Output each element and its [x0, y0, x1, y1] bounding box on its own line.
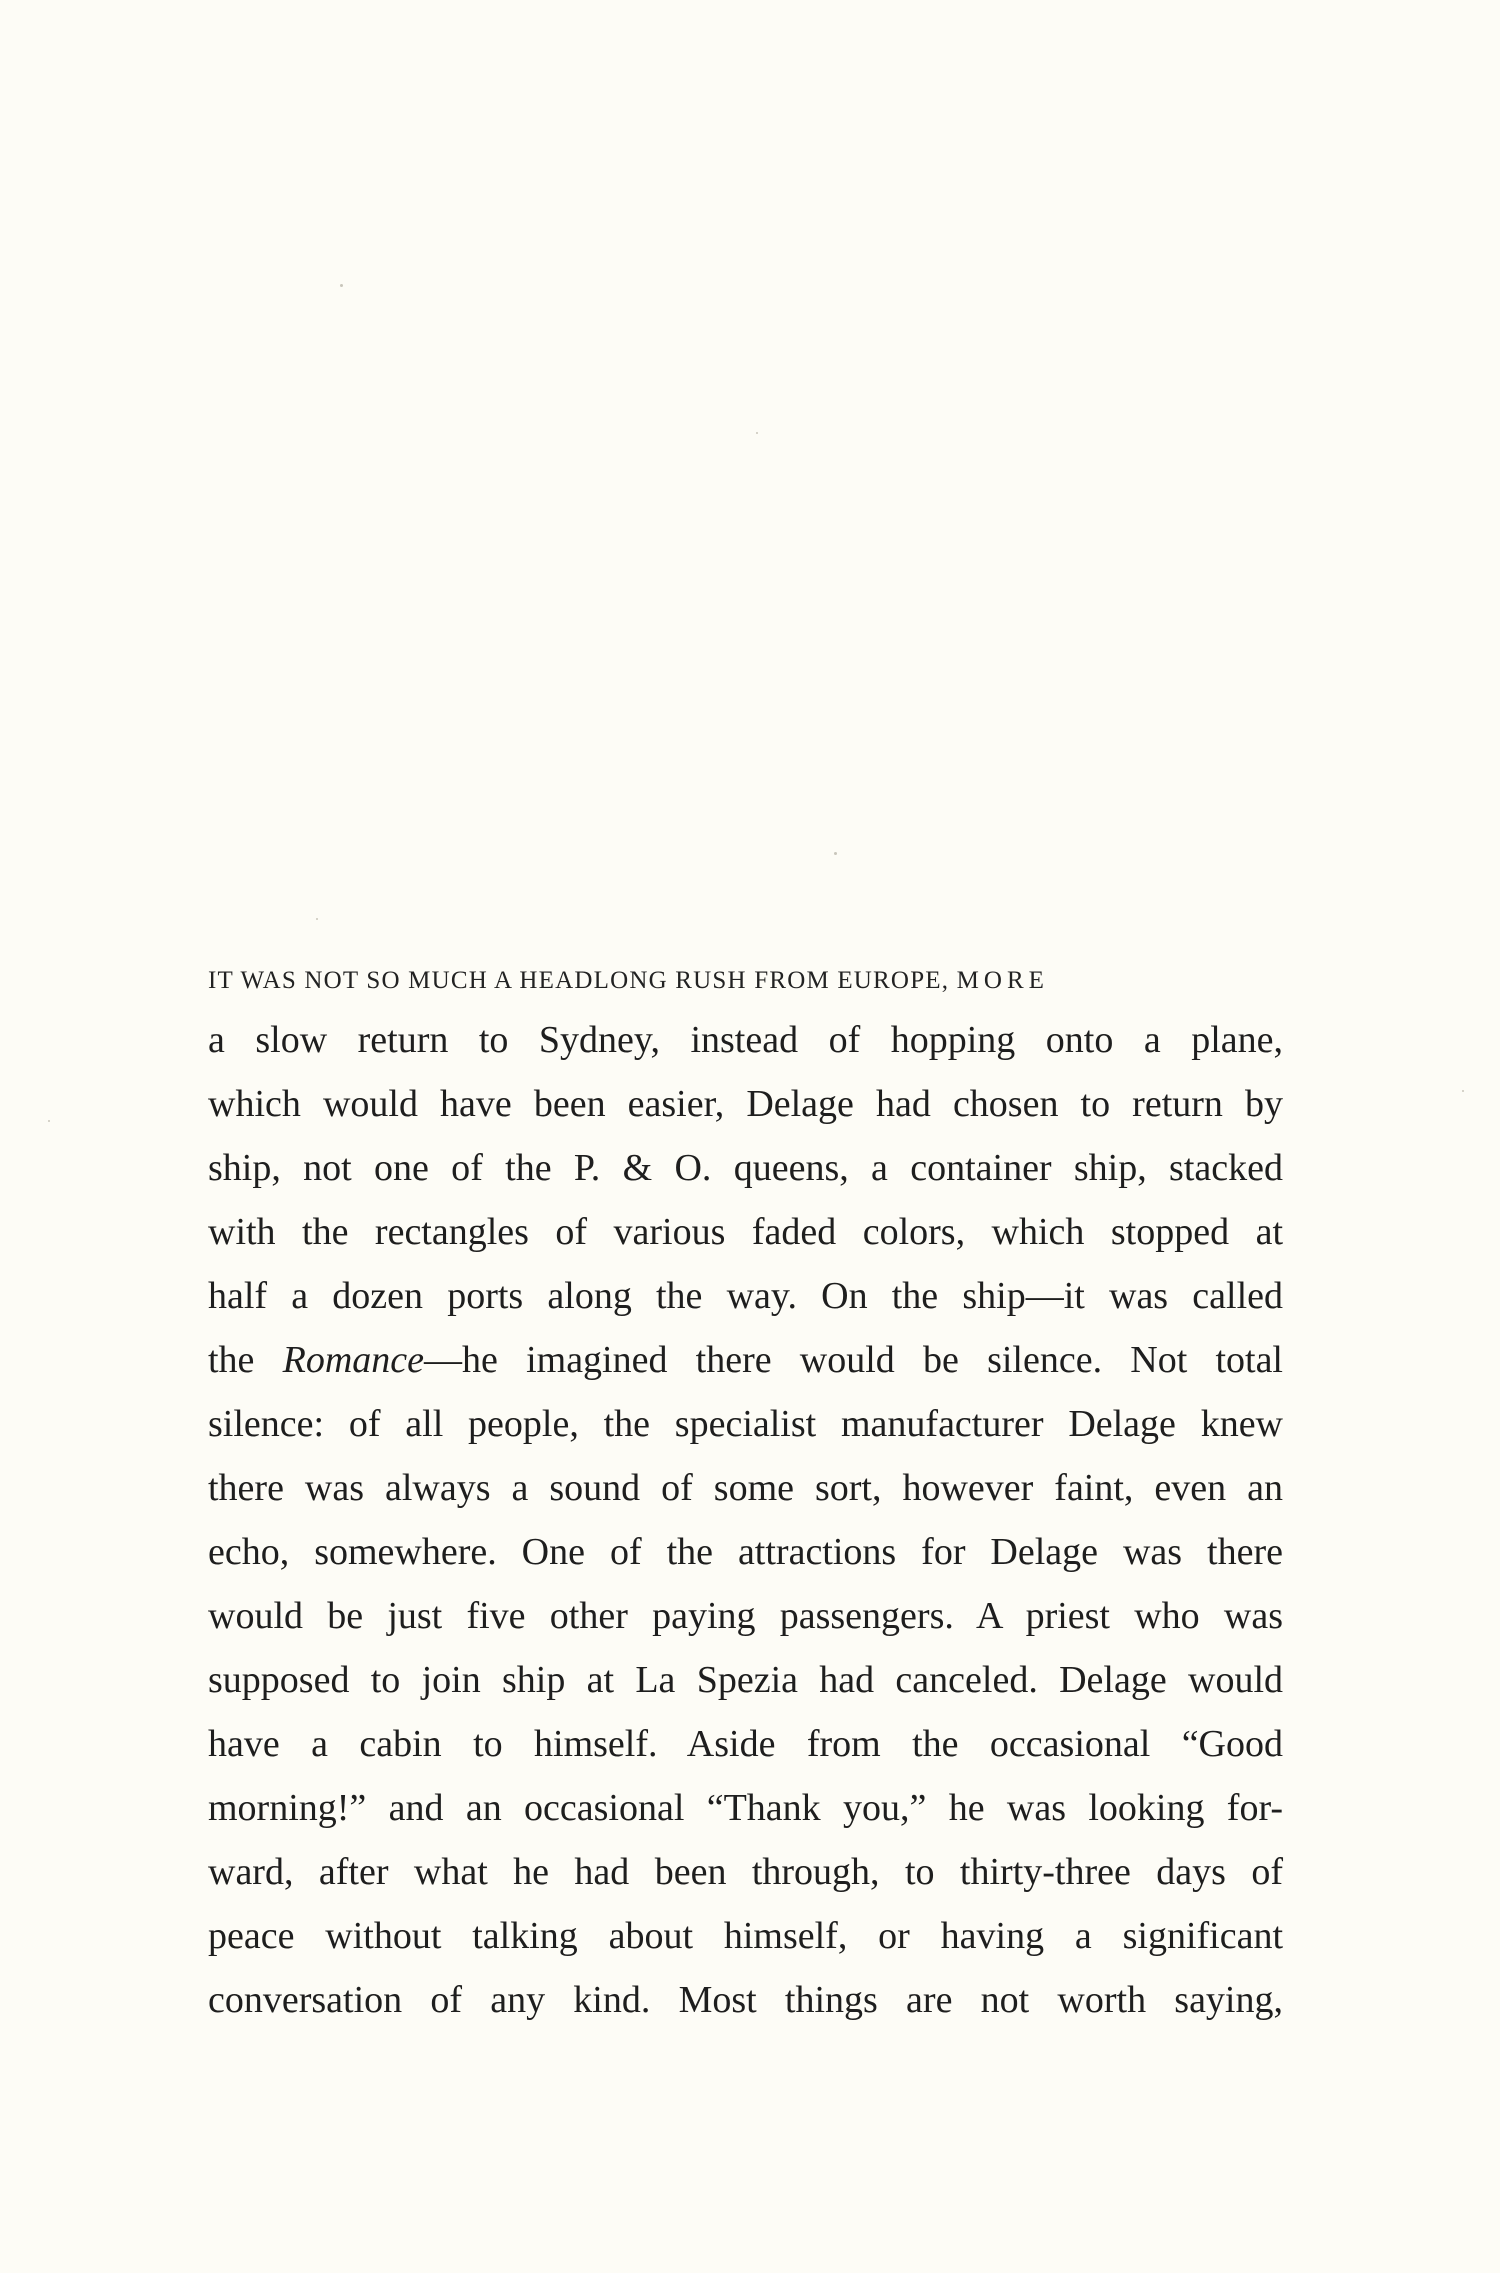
text-line: a slow return to Sydney, instead of hopping onto a plane, — [208, 1019, 1283, 1061]
text-line: ship, not one of the P. & O. queens, a container ship, stacked — [208, 1147, 1283, 1189]
text-line: there was always a sound of some sort, however faint, even an — [208, 1467, 1283, 1509]
text-line: echo, somewhere. One of the attractions for Delage was there — [208, 1531, 1283, 1573]
text-line: peace without talking about himself, or having a significant — [208, 1915, 1283, 1957]
paper-speck — [756, 432, 758, 434]
paper-speck — [340, 284, 343, 287]
romance-suffix: —he imagined there would be silence. Not total — [424, 1339, 1283, 1381]
opening-small-caps — [208, 954, 1283, 1008]
text-block — [208, 954, 1283, 2032]
text-line: ward, after what he had been through, to thirty-three days of — [208, 1851, 1283, 1893]
text-line: half a dozen ports along the way. On the ship—it was called — [208, 1275, 1283, 1317]
text-line: have a cabin to himself. Aside from the occasional “Good — [208, 1723, 1283, 1765]
text-line: with the rectangles of various faded colors, which stopped at — [208, 1211, 1283, 1253]
text-line-romance — [208, 1328, 1283, 1392]
text-line: supposed to join ship at La Spezia had canceled. Delage would — [208, 1659, 1283, 1701]
text-line: conversation of any kind. Most things are not worth saying, — [208, 1979, 1283, 2021]
paper-speck — [1462, 1090, 1464, 1092]
romance-italic: Romance — [282, 1339, 425, 1381]
body-text — [208, 1008, 1283, 2032]
romance-prefix: the — [208, 1339, 283, 1381]
text-line: morning!” and an occasional “Thank you,” he was looking for- — [208, 1787, 1283, 1829]
text-line: silence: of all people, the specialist manufacturer Delage knew — [208, 1403, 1283, 1445]
paper-speck — [48, 1120, 50, 1122]
text-line: would be just five other paying passengers. A priest who was — [208, 1595, 1283, 1637]
paper-speck — [834, 852, 837, 855]
opening-caps-tail: MORE — [956, 967, 1049, 994]
opening-caps-text: IT WAS NOT SO MUCH A HEADLONG RUSH FROM EUROPE, — [208, 967, 950, 994]
text-line: which would have been easier, Delage had chosen to return by — [208, 1083, 1283, 1125]
paper-speck — [316, 918, 318, 920]
